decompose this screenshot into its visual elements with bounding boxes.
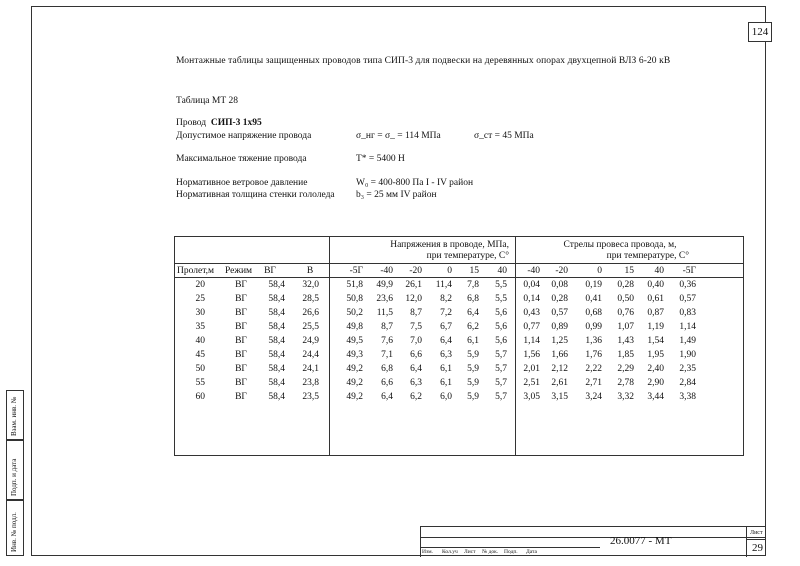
group2-subheader: при температуре, С° [606,251,689,261]
max-tension-label: Максимальное тяжение провода [176,154,307,164]
temp-header-stress: -5Г [349,266,363,276]
stress-value: 5,5 [495,280,507,290]
sheet-number: 29 [752,542,763,554]
stress-value: 8,7 [410,308,422,318]
stress-value: 6,8 [467,294,479,304]
stress-value: 6,0 [440,392,452,402]
stress-value: 51,8 [346,280,363,290]
sag-value: 3,38 [679,392,696,402]
stress-value: 6,7 [440,322,452,332]
stamp-column-label: Кол.уч [442,549,458,555]
sag-value: 2,35 [679,364,696,374]
sag-value: 0,28 [617,280,634,290]
sag-value: 0,08 [551,280,568,290]
ice-label: Нормативная толщина стенки гололеда [176,190,335,200]
mode-value: ВГ [235,280,247,290]
stress-value: 49,3 [346,350,363,360]
sag-value: 1,85 [617,350,634,360]
sheet-label: Лист [750,530,763,536]
sag-value: 0,40 [647,280,664,290]
sag-value: 0,57 [679,294,696,304]
sag-value: 1,43 [617,336,634,346]
title-block [420,526,766,557]
temp-header-sag: 15 [624,266,634,276]
temp-header-stress: -20 [409,266,422,276]
group1-header: Напряжения в проводе, МПа, [390,240,509,250]
sag-value: 2,40 [647,364,664,374]
sag-value: 0,83 [679,308,696,318]
sag-value: 0,61 [647,294,664,304]
stress-value: 7,0 [410,336,422,346]
stress-value: 7,5 [410,322,422,332]
span-value: 55 [195,378,205,388]
sag-value: 2,22 [585,364,602,374]
span-value: 40 [195,336,205,346]
table-divider [175,263,743,264]
stress-value: 23,6 [376,294,393,304]
group1-subheader: при температуре, С° [426,251,509,261]
stress-value: 5,5 [495,294,507,304]
stress-value: 49,2 [346,392,363,402]
v-value: 23,8 [302,378,319,388]
stress-value: 5,7 [495,378,507,388]
allowed-stress-value-2: σ_ст = 45 МПа [474,131,534,141]
stress-value: 49,8 [346,322,363,332]
sag-value: 2,78 [617,378,634,388]
stress-value: 11,4 [435,280,452,290]
sag-value: 2,61 [551,378,568,388]
sag-value: 3,05 [523,392,540,402]
col-header-vg: ВГ [264,266,276,276]
side-label-inv: Инв. № подл. [10,512,18,552]
sag-value: 0,19 [585,280,602,290]
sag-value: 1,95 [647,350,664,360]
stress-value: 6,1 [440,364,452,374]
stress-value: 6,3 [440,350,452,360]
stamp-column-label: Подп. [504,549,518,555]
stress-value: 5,9 [467,378,479,388]
stress-value: 5,6 [495,336,507,346]
stress-value: 6,6 [410,350,422,360]
v-value: 23,5 [302,392,319,402]
stress-value: 6,1 [467,336,479,346]
vg-value: 58,4 [268,308,285,318]
sag-value: 0,57 [551,308,568,318]
col-header-mode: Режим [225,266,253,276]
span-value: 50 [195,364,205,374]
mode-value: ВГ [235,378,247,388]
sag-value: 0,77 [523,322,540,332]
vg-value: 58,4 [268,294,285,304]
vg-value: 58,4 [268,364,285,374]
stamp-divider [420,537,766,538]
temp-header-stress: 0 [447,266,452,276]
stress-value: 49,2 [346,364,363,374]
stress-value: 8,2 [440,294,452,304]
document-code: 26.0077 - МТ [610,535,672,547]
stress-value: 6,4 [410,364,422,374]
stress-value: 49,5 [346,336,363,346]
stress-value: 26,1 [405,280,422,290]
v-value: 32,0 [302,280,319,290]
sag-value: 1,90 [679,350,696,360]
wire-info [176,118,262,128]
stress-value: 5,6 [495,308,507,318]
sag-value: 1,76 [585,350,602,360]
v-value: 26,6 [302,308,319,318]
sag-value: 3,24 [585,392,602,402]
mode-value: ВГ [235,364,247,374]
stress-value: 6,6 [381,378,393,388]
sag-value: 1,25 [551,336,568,346]
v-value: 25,5 [302,322,319,332]
sag-value: 0,36 [679,280,696,290]
vg-value: 58,4 [268,280,285,290]
temp-header-sag: -5Г [682,266,696,276]
allowed-stress-value: σ_нг = σ_ = 114 МПа [356,131,441,141]
stress-value: 49,9 [376,280,393,290]
sag-value: 0,99 [585,322,602,332]
sag-value: 0,68 [585,308,602,318]
temp-header-sag: 0 [597,266,602,276]
sag-value: 1,54 [647,336,664,346]
temp-header-sag: -20 [555,266,568,276]
group2-header: Стрелы провеса провода, м, [563,240,677,250]
stamp-divider [746,527,747,557]
sag-value: 0,14 [523,294,540,304]
v-value: 24,9 [302,336,319,346]
stress-value: 6,2 [467,322,479,332]
sag-value: 0,28 [551,294,568,304]
vg-value: 58,4 [268,322,285,332]
sag-value: 1,66 [551,350,568,360]
max-tension-value: T* = 5400 Н [356,154,405,164]
stress-value: 50,2 [346,308,363,318]
sag-value: 0,41 [585,294,602,304]
sag-value: 3,44 [647,392,664,402]
stress-value: 7,6 [381,336,393,346]
col-header-v: В [306,266,314,276]
stamp-column-label: Лист [464,549,476,555]
sag-value: 1,14 [523,336,540,346]
stress-value: 6,2 [410,392,422,402]
mode-value: ВГ [235,392,247,402]
sag-value: 0,43 [523,308,540,318]
sag-value: 2,51 [523,378,540,388]
stress-value: 8,7 [381,322,393,332]
stress-value: 5,9 [467,350,479,360]
stress-value: 12,0 [405,294,422,304]
v-value: 28,5 [302,294,319,304]
sag-value: 1,56 [523,350,540,360]
sag-value: 1,14 [679,322,696,332]
stress-value: 11,5 [376,308,393,318]
sag-value: 0,76 [617,308,634,318]
sag-value: 1,19 [647,322,664,332]
sag-value: 0,50 [617,294,634,304]
stress-value: 5,9 [467,392,479,402]
side-stamp [6,390,24,556]
mode-value: ВГ [235,336,247,346]
mode-value: ВГ [235,322,247,332]
wire-value: СИП-3 1х95 [210,118,262,128]
sag-value: 1,07 [617,322,634,332]
page-number: 124 [748,22,772,42]
sag-value: 3,15 [551,392,568,402]
wire-label: Провод [176,118,207,128]
stress-value: 5,9 [467,364,479,374]
stress-value: 5,7 [495,364,507,374]
mode-value: ВГ [235,308,247,318]
stress-value: 7,8 [467,280,479,290]
stamp-column-label: № док. [482,549,499,555]
stamp-column-label: Изм. [422,549,433,555]
ice-value: b₃ = 25 мм IV район [356,190,437,200]
data-table [174,236,744,456]
stress-value: 7,2 [440,308,452,318]
side-label-replace: Взам. инв. № [10,396,18,436]
table-number: Таблица МТ 28 [176,96,239,106]
span-value: 35 [195,322,205,332]
stamp-divider [420,527,421,557]
stress-value: 6,3 [410,378,422,388]
span-value: 30 [195,308,205,318]
sag-value: 3,32 [617,392,634,402]
vg-value: 58,4 [268,350,285,360]
sag-value: 0,89 [551,322,568,332]
document-title: Монтажные таблицы защищенных проводов типа СИП-3 для подвески на деревянных опорах двухцепной ВЛЗ 6-20 кВ [176,56,671,66]
table-divider [329,237,330,455]
mode-value: ВГ [235,294,247,304]
temp-header-stress: 40 [497,266,507,276]
stress-value: 6,4 [440,336,452,346]
stress-value: 6,1 [440,378,452,388]
stress-value: 7,1 [381,350,393,360]
sag-value: 2,01 [523,364,540,374]
table-divider [175,277,743,278]
span-value: 25 [195,294,205,304]
sag-value: 2,12 [551,364,568,374]
temp-header-stress: 15 [469,266,479,276]
vg-value: 58,4 [268,378,285,388]
sag-value: 2,29 [617,364,634,374]
vg-value: 58,4 [268,336,285,346]
stress-value: 50,8 [346,294,363,304]
stamp-column-label: Дата [526,549,537,555]
sag-value: 0,04 [523,280,540,290]
stress-value: 5,7 [495,350,507,360]
side-label-sign: Подп. и дата [10,458,18,496]
stress-value: 6,8 [381,364,393,374]
sag-value: 1,36 [585,336,602,346]
v-value: 24,4 [302,350,319,360]
sag-value: 0,87 [647,308,664,318]
temp-header-sag: -40 [527,266,540,276]
sag-value: 2,71 [585,378,602,388]
temp-header-stress: -40 [380,266,393,276]
stress-value: 5,6 [495,322,507,332]
mode-value: ВГ [235,350,247,360]
allowed-stress-label: Допустимое напряжение провода [176,131,312,141]
stamp-divider [420,547,600,548]
v-value: 24,1 [302,364,319,374]
stamp-divider [746,539,766,540]
wind-label: Нормативное ветровое давление [176,178,308,188]
stress-value: 49,2 [346,378,363,388]
span-value: 60 [195,392,205,402]
sag-value: 1,49 [679,336,696,346]
temp-header-sag: 40 [654,266,664,276]
sag-value: 2,90 [647,378,664,388]
span-value: 45 [195,350,205,360]
vg-value: 58,4 [268,392,285,402]
stress-value: 5,7 [495,392,507,402]
stress-value: 6,4 [467,308,479,318]
stress-value: 6,4 [381,392,393,402]
col-header-span: Пролет,м [177,266,215,276]
sag-value: 2,84 [679,378,696,388]
wind-value: W₀ = 400-800 Па I - IV район [356,178,474,188]
span-value: 20 [195,280,205,290]
